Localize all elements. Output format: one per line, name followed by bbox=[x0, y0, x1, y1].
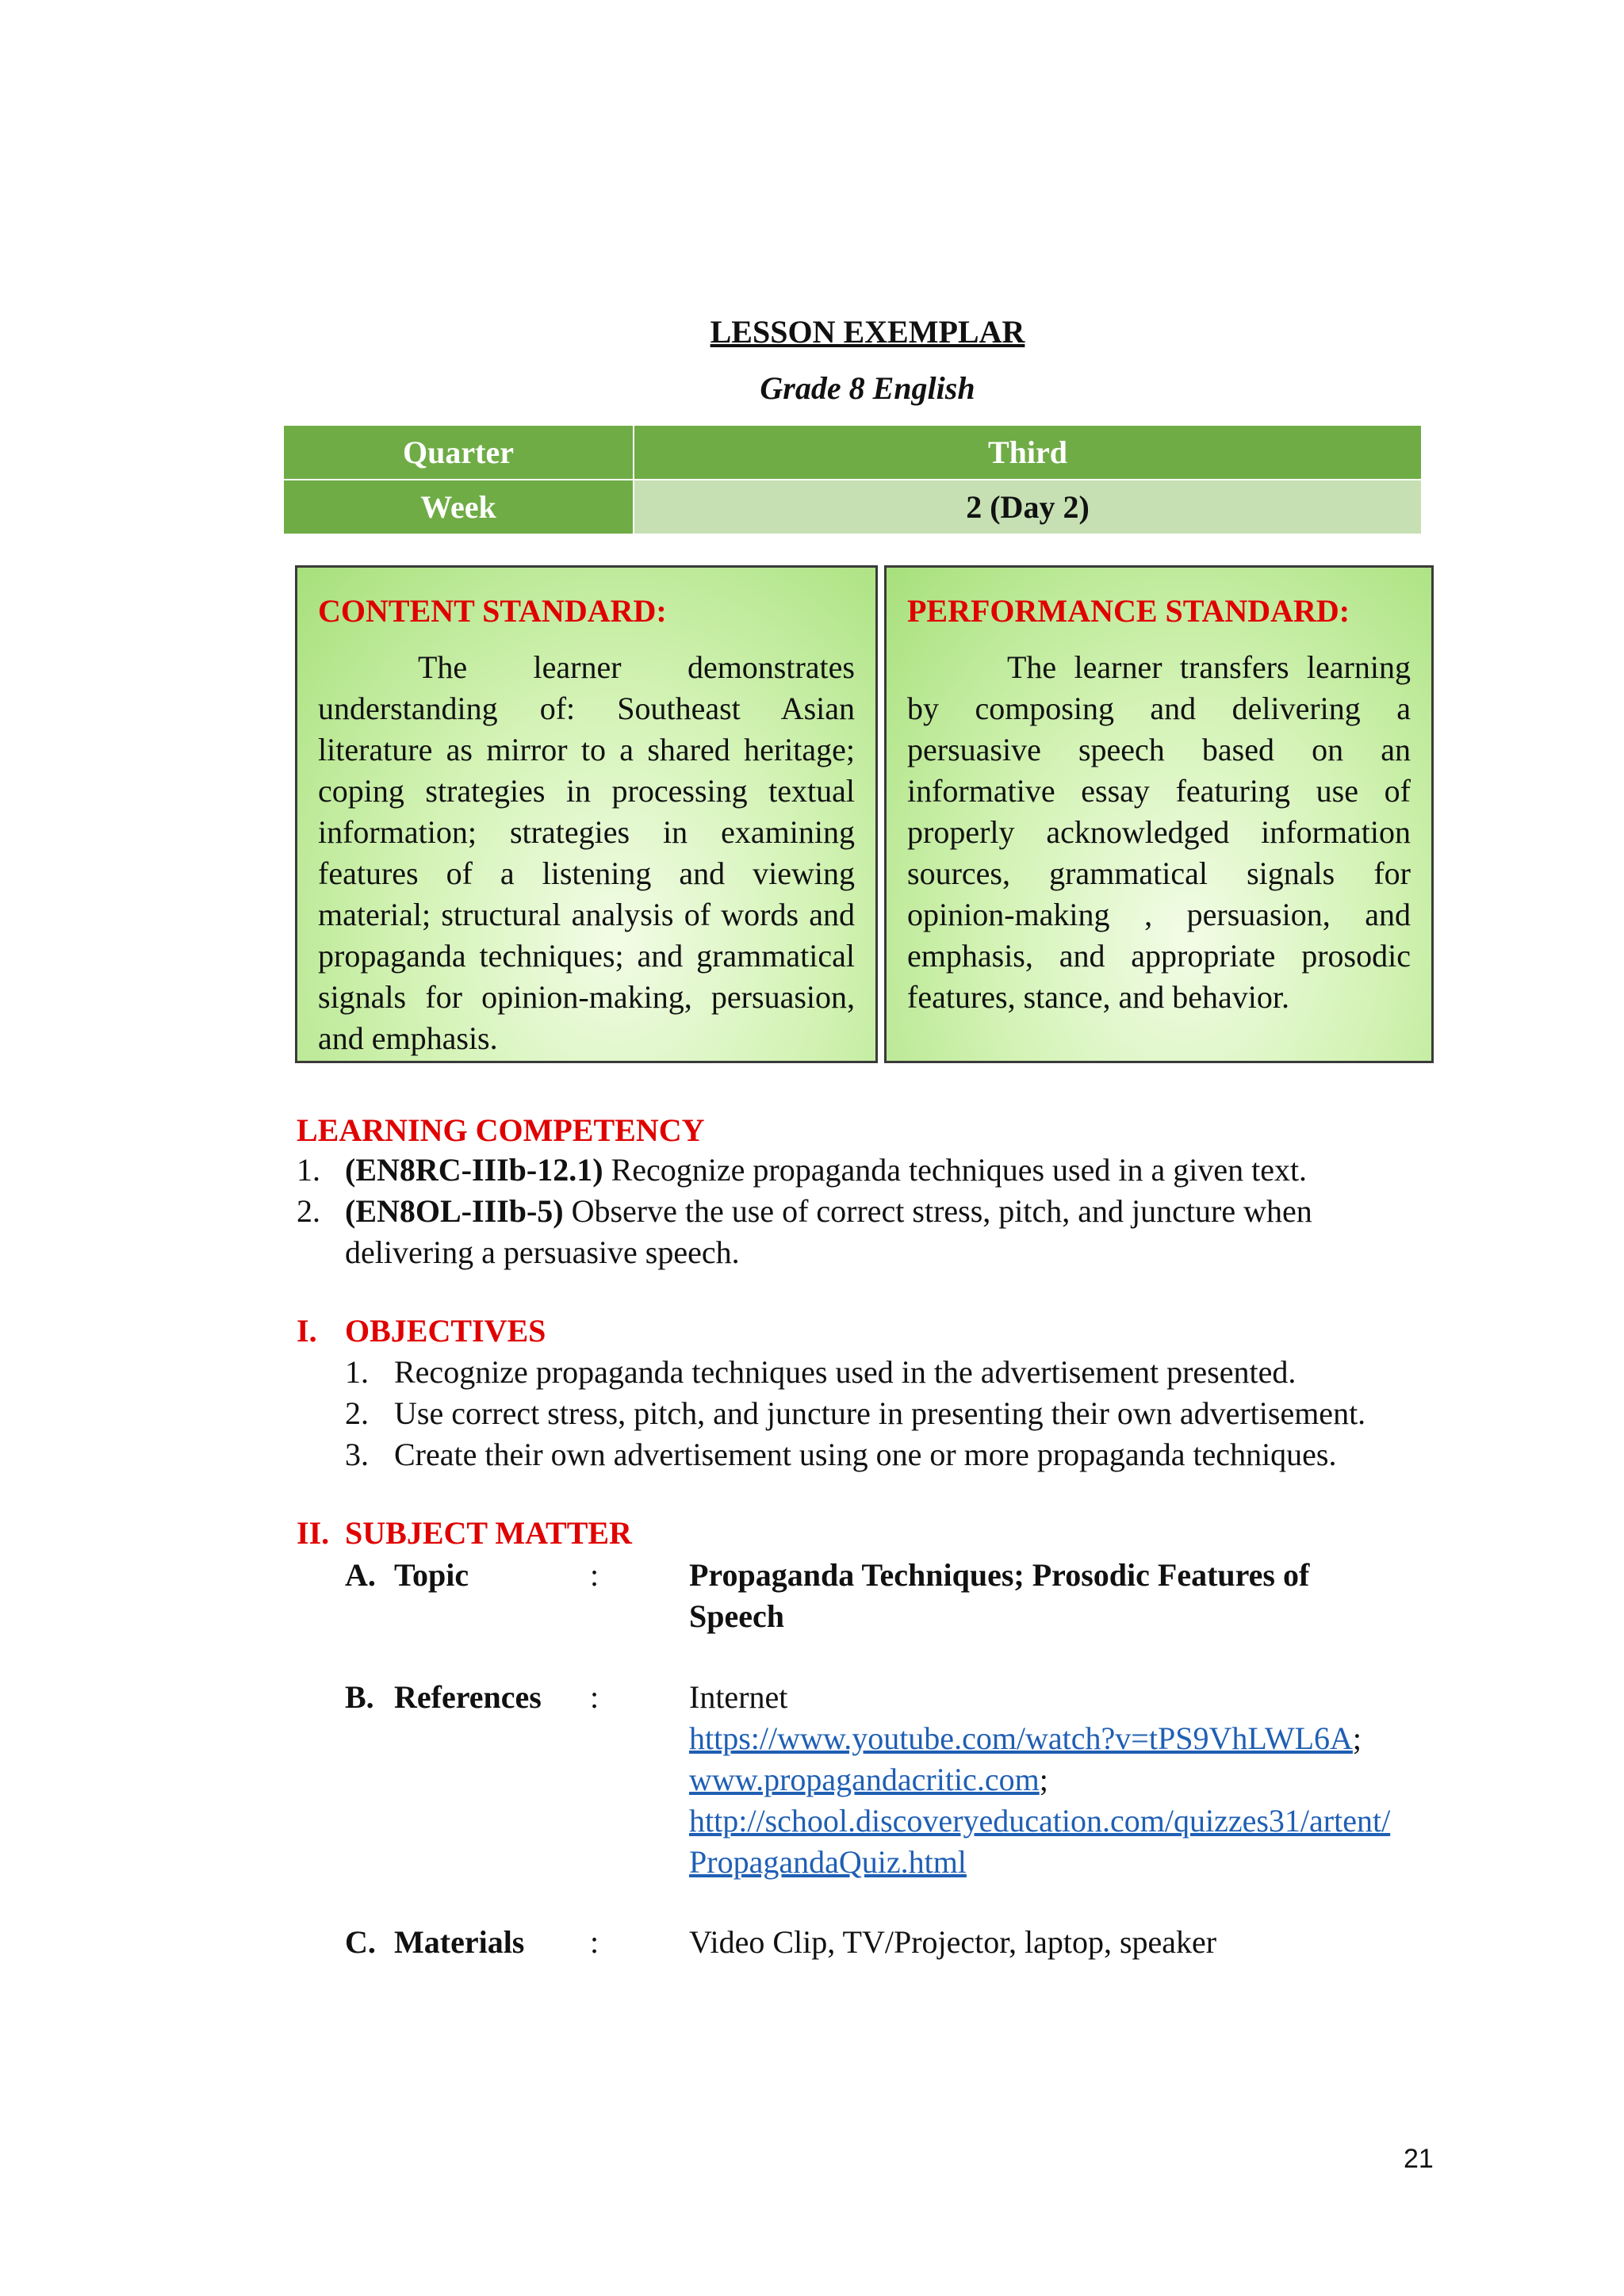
materials-colon: : bbox=[590, 1924, 599, 1960]
reference-3-continued bbox=[689, 1842, 967, 1883]
objective-item-1-number: 1. bbox=[345, 1354, 369, 1390]
topic-value: Propaganda Techniques; Prosodic Features of bbox=[689, 1557, 1310, 1593]
objective-item-3: Create their own advertisement using one or more propaganda techniques. bbox=[394, 1437, 1337, 1472]
reference-link-propagandacritic[interactable]: www.propagandacritic.com bbox=[689, 1762, 1040, 1797]
quarter-label: Quarter bbox=[283, 425, 634, 480]
competency-text-2: Observe the use of correct stress, pitch, and juncture when bbox=[563, 1193, 1312, 1229]
objectives-number: I. bbox=[297, 1313, 317, 1349]
page-number: 21 bbox=[1404, 2144, 1434, 2174]
content-standard-body: The learner demonstrates understanding of: Southeast Asian literature as mirror to a shared heritage; coping strategies in processing textual information; strategies in examining features of a listening and viewing material; structural analysis of words and propaganda techniques; and grammatical signals for opinion-making, persuasion, and emphasis. bbox=[318, 649, 855, 1056]
topic-label: Topic bbox=[394, 1557, 469, 1593]
week-value: 2 (Day 2) bbox=[634, 480, 1422, 534]
reference-link-discoveryeducation-continued[interactable]: PropagandaQuiz.html bbox=[689, 1844, 967, 1880]
reference-1 bbox=[689, 1718, 1362, 1759]
competency-item-1-number: 1. bbox=[297, 1152, 320, 1188]
objective-item-2: Use correct stress, pitch, and juncture in presenting their own advertisement. bbox=[394, 1395, 1366, 1431]
content-standard-box bbox=[295, 565, 878, 1063]
references-intro: Internet bbox=[689, 1679, 788, 1715]
reference-2 bbox=[689, 1759, 1048, 1800]
week-row bbox=[283, 480, 1422, 534]
quarter-value: Third bbox=[634, 425, 1422, 480]
objectives-heading: OBJECTIVES bbox=[345, 1313, 546, 1349]
topic-colon: : bbox=[590, 1557, 599, 1593]
reference-separator-2: ; bbox=[1039, 1762, 1048, 1797]
topic-value-continued: Speech bbox=[689, 1598, 784, 1634]
references-label: References bbox=[394, 1679, 542, 1715]
competency-text-2-continued: delivering a persuasive speech. bbox=[345, 1234, 740, 1270]
materials-label: Materials bbox=[394, 1924, 525, 1960]
quarter-week-table bbox=[282, 424, 1423, 535]
learning-competency-heading: LEARNING COMPETENCY bbox=[297, 1112, 705, 1148]
performance-standard-heading: PERFORMANCE STANDARD: bbox=[907, 593, 1350, 629]
references-colon: : bbox=[590, 1679, 599, 1715]
content-standard-heading: CONTENT STANDARD: bbox=[318, 593, 667, 629]
reference-link-youtube[interactable]: https://www.youtube.com/watch?v=tPS9VhLWL6A bbox=[689, 1720, 1353, 1756]
page-subtitle: Grade 8 English bbox=[760, 370, 975, 406]
subject-matter-number: II. bbox=[297, 1515, 330, 1551]
materials-letter: C. bbox=[345, 1924, 376, 1960]
reference-separator-1: ; bbox=[1352, 1720, 1362, 1756]
week-label: Week bbox=[283, 480, 634, 534]
materials-value: Video Clip, TV/Projector, laptop, speaker bbox=[689, 1924, 1217, 1960]
objective-item-2-number: 2. bbox=[345, 1395, 369, 1431]
competency-item-2-number: 2. bbox=[297, 1193, 320, 1229]
objective-item-1: Recognize propaganda techniques used in the advertisement presented. bbox=[394, 1354, 1297, 1390]
competency-code-2: (EN8OL-IIIb-5) bbox=[345, 1193, 564, 1229]
competency-text-1: Recognize propaganda techniques used in a given text. bbox=[603, 1152, 1308, 1188]
competency-item-1 bbox=[345, 1150, 1307, 1191]
page-title: LESSON EXEMPLAR bbox=[710, 314, 1025, 350]
reference-3 bbox=[689, 1800, 1390, 1842]
references-letter: B. bbox=[345, 1679, 374, 1715]
competency-code-1: (EN8RC-IIIb-12.1) bbox=[345, 1152, 603, 1188]
objective-item-3-number: 3. bbox=[345, 1437, 369, 1472]
topic-letter: A. bbox=[345, 1557, 376, 1593]
competency-item-2 bbox=[345, 1191, 1312, 1232]
quarter-row bbox=[283, 425, 1422, 480]
performance-standard-box bbox=[884, 565, 1434, 1063]
reference-link-discoveryeducation[interactable]: http://school.discoveryeducation.com/quizzes31/artent/ bbox=[689, 1803, 1391, 1839]
subject-matter-heading: SUBJECT MATTER bbox=[345, 1515, 632, 1551]
performance-standard-body: The learner transfers learning by composing and delivering a persuasive speech based on an informative essay featuring use of properly acknowledged information sources, grammatical signals for opinion-making , persuasion, and emphasis, and appropriate prosodic features, stance, and behavior. bbox=[907, 649, 1411, 1015]
